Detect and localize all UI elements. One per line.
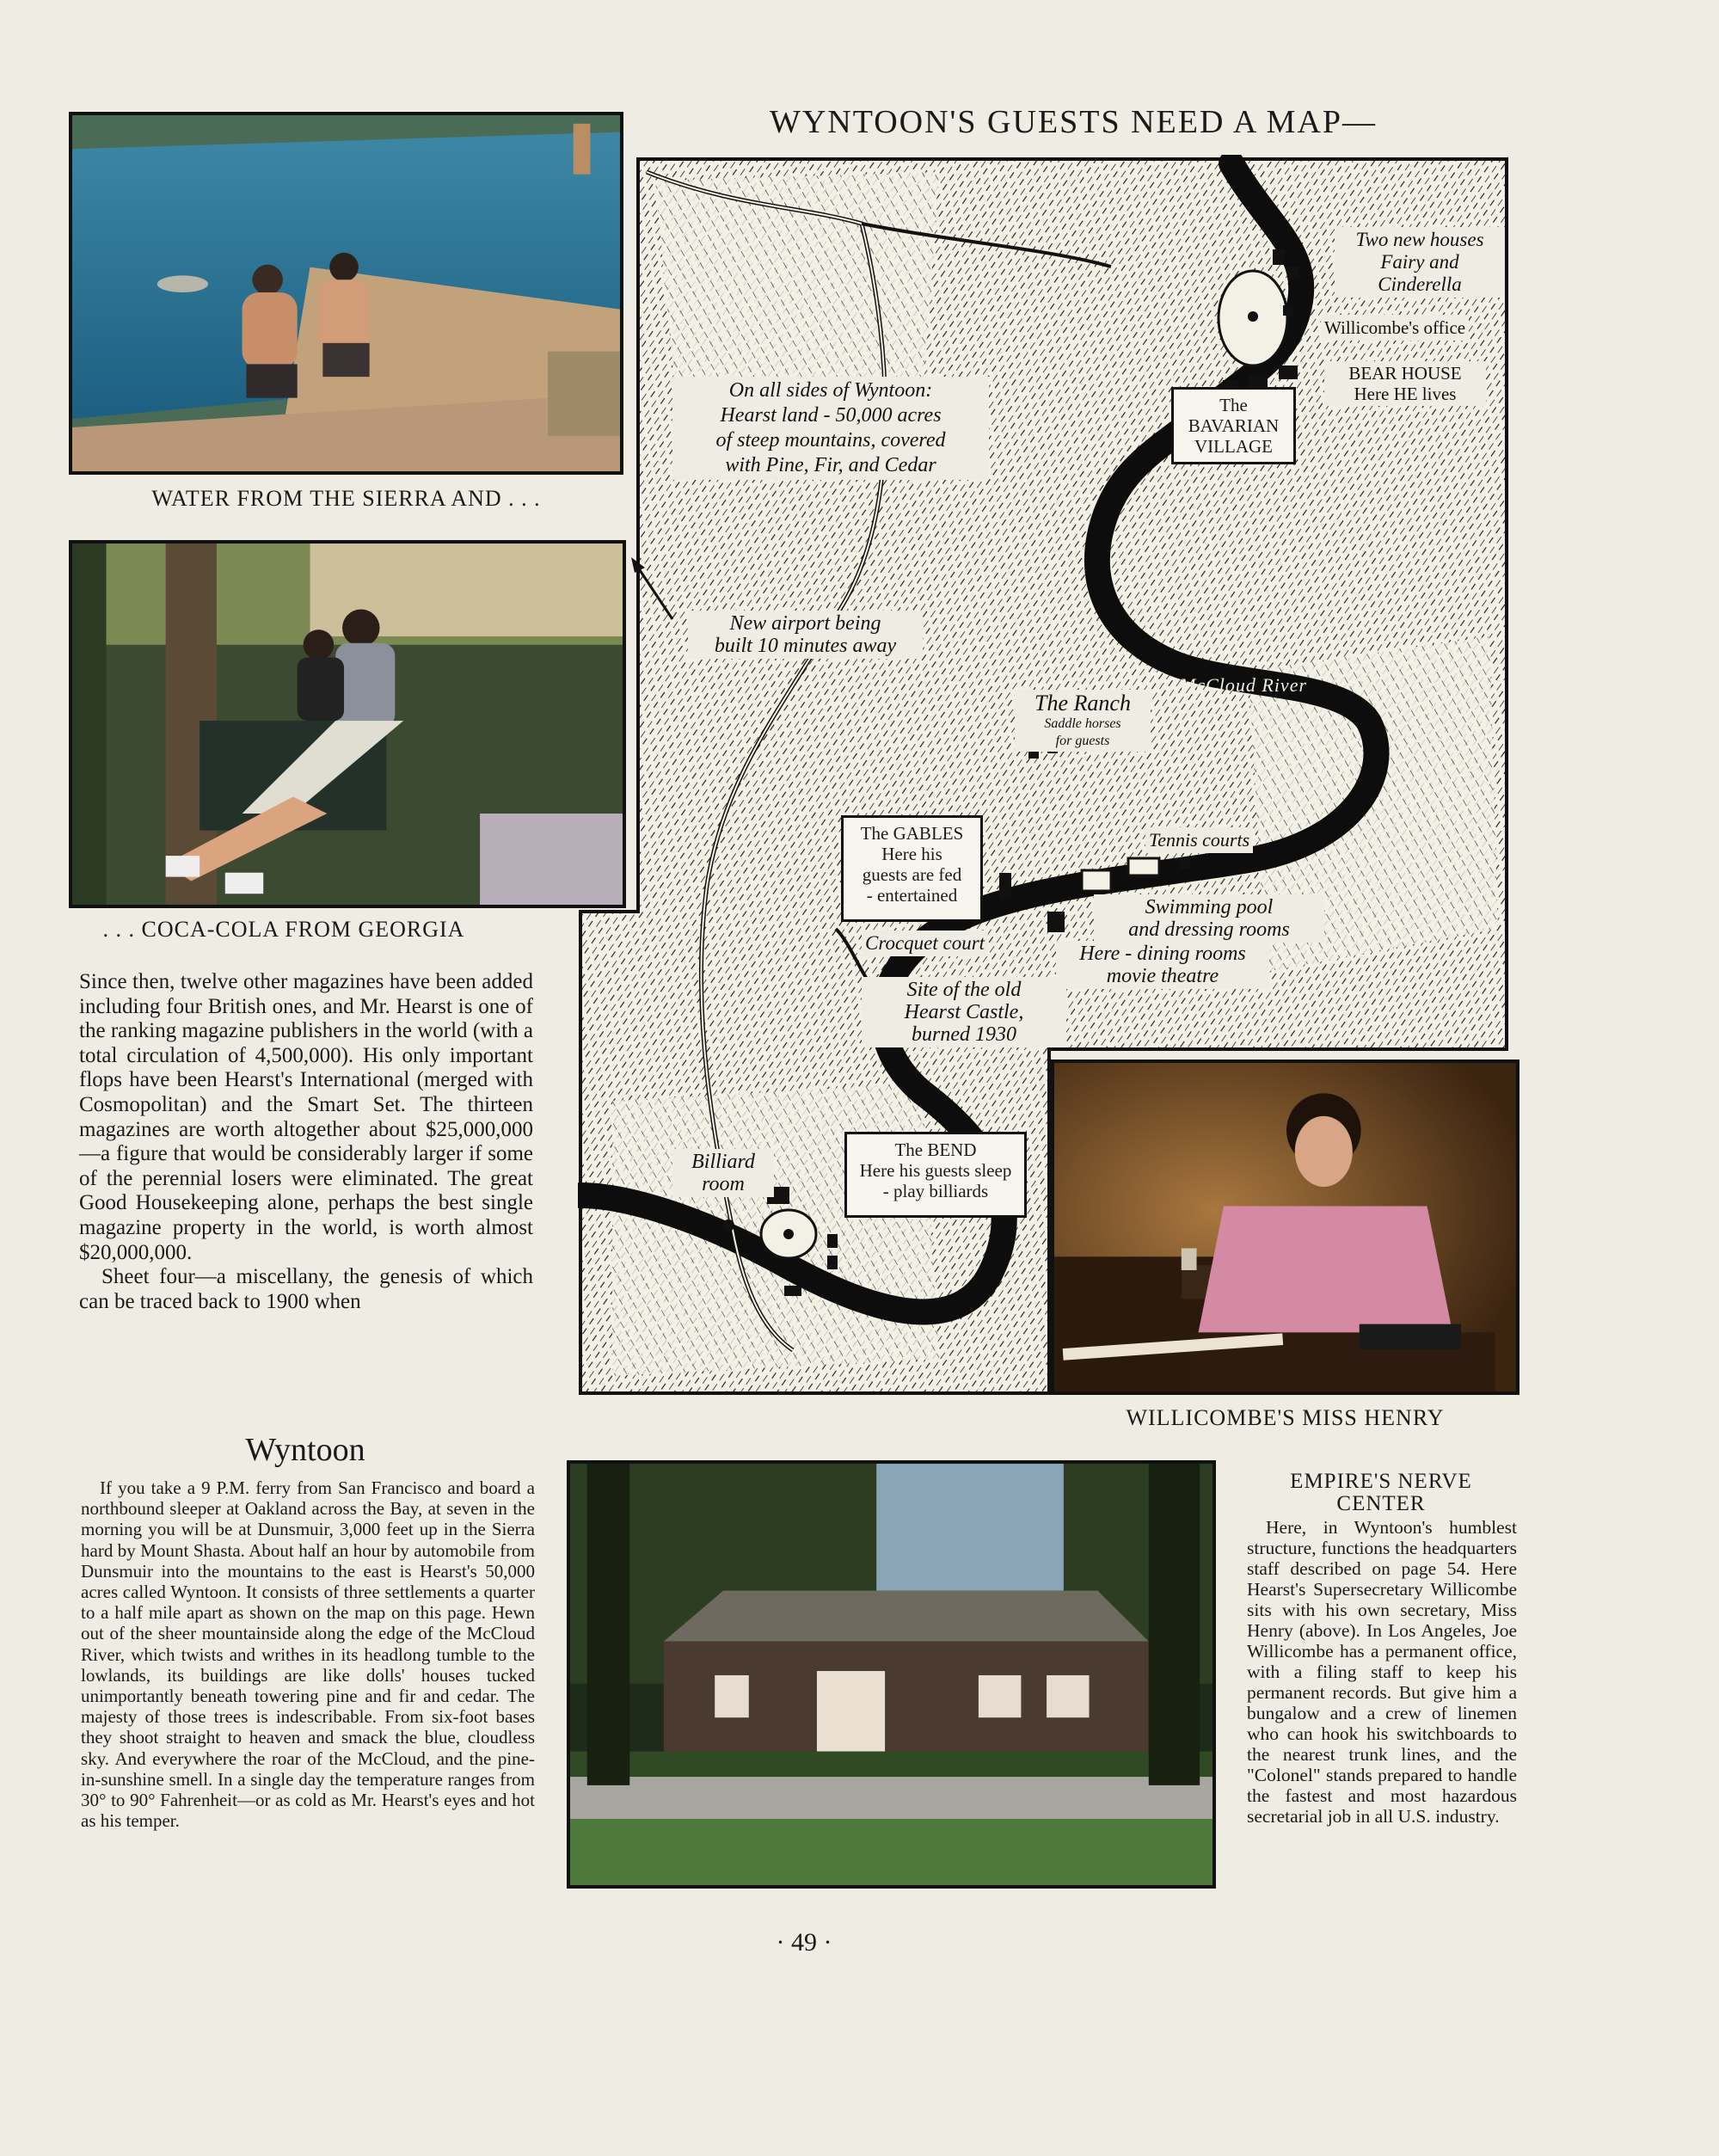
map-label-willicombes-office: Willicombe's office [1321,315,1469,341]
map-label-ranch-line1: The Ranch [1034,691,1131,716]
map-label-castle-line3: burned 1930 [912,1023,1016,1046]
map-label-tennis: Tennis courts [1145,827,1253,853]
map-label-castle-line2: Hearst Castle, [904,1001,1024,1023]
map-label-river: McCloud River [1180,674,1308,696]
map-box-bavarian-line1: The [1219,395,1248,415]
map-label-airport [688,611,923,659]
map-label-dining-line2: movie theatre [1106,965,1219,987]
map-box-bavarian-village [1171,387,1296,464]
wyntoon-text: If you take a 9 P.M. ferry from San Francisco and board a northbound sleeper at Oakland across the Bay, at seven in the morning you will be at Dunsmuir, 3,000 feet up in the Sierra hard by Mount Shasta. About half an hour by automobile from Dunsmuir into the mountains to the east is Hearst's 50,000 acres called Wyntoon. It consists of three settlements a quarter to a half mile apart as shown on the map on this page. Hewn out of the sheer mountainside along the edge of the McCloud River, which twists and writhes in its headlong tumble to the lowlands, its buildings are like dolls' houses tucked unimportantly beneath towering pine and fir and cedar. The majesty of those trees is indescribable. From six-foot bases they shoot straight to heaven and smack the blue, cloudless sky. And everywhere the roar of the McCloud, and the pine-in-sunshine smell. In a single day the temperature ranges from 30° to 90° Fahrenheit—or as cold as Mr. Hearst's eyes and hot as his temper. [81,1477,535,1832]
map-label-two-houses [1335,227,1505,298]
wyntoon-heading: Wyntoon [245,1432,365,1468]
column-paragraph-1: Since then, twelve other magazines have been added including four British ones, and Mr. Hearst is one of the ranking magazine publishers in the world (with a total circulation of 4,500,000). His only important flops have been Hearst's International (merged with Cosmopolitan) and the Smart Set. The thirteen magazines are worth altogether about $25,000,000—a figure that would be considerably larger if some of the perennial losers were eliminated. The great Good Housekeeping alone, perhaps the best single magazine property in the world, is worth almost $20,000,000. [79,970,533,1264]
map-box-gables-line3: guests are fed [862,864,962,885]
map-label-bear-house-line2: Here HE lives [1354,384,1457,404]
map-label-ranch-line2: Saddle horses [1044,716,1121,731]
map-label-ranch-line3: for guests [1055,734,1110,748]
map-label-dining-line1: Here - dining rooms [1079,943,1246,965]
map-box-gables-line1: The GABLES [860,823,964,844]
pool-caption: WATER FROM THE SIERRA AND . . . [151,486,541,511]
map-label-ranch [1015,690,1151,752]
map-box-gables-line4: - entertained [866,885,958,906]
map-label-dining [1056,941,1269,989]
map-label-billiard-line1: Billiard [691,1151,755,1173]
column-paragraph-2: Sheet four—a miscellany, the genesis of which can be traced back to 1900 when [79,1265,533,1313]
map-label-airport-line1: New airport being [729,612,881,635]
map-label-all-sides-line2: Hearst land - 50,000 acres [720,404,942,427]
miss-henry-photo [1051,1060,1519,1395]
map-label-airport-line2: built 10 minutes away [714,635,897,657]
map-label-billiard-line2: room [702,1173,745,1195]
coca-photo [69,540,626,908]
map-label-bear-house-line1: BEAR HOUSE [1348,363,1462,384]
map-label-all-sides-line3: of steep mountains, covered [715,429,946,451]
map-label-billiard [672,1149,774,1197]
map-box-gables [841,815,983,922]
nerve-heading-line1: EMPIRE'S NERVE [1290,1470,1472,1493]
map-label-pool-line1: Swimming pool [1145,896,1274,918]
map-box-bend-line3: - play billiards [882,1181,989,1201]
map-title: WYNTOON'S GUESTS NEED A MAP— [769,104,1378,140]
bungalow-photo [567,1460,1216,1889]
map-label-all-sides-line1: On all sides of Wyntoon: [728,379,933,402]
map-label-castle-line1: Site of the old [906,979,1022,1001]
map-box-bavarian-line2: BAVARIAN [1188,415,1280,436]
nerve-heading [1243,1471,1519,1515]
map-label-two-houses-line3: Cinderella [1378,273,1462,295]
map-label-pool-line2: and dressing rooms [1128,918,1290,941]
map-box-bend-line1: The BEND [894,1139,977,1160]
nerve-text: Here, in Wyntoon's humblest structure, functions the headquarters staff described on page 54. Here Hearst's Supersecretary Willicombe sits with his own secretary, Miss Henry (above). In Los Angeles, Joe Willicombe has a permanent office, with a filing staff to keep his permanent records. But give him a bungalow and a crew of linemen who can hook his switchboards to the nearest trunk lines, and the "Colonel" stands prepared to handle the fastest and most hazardous secretarial job in all U.S. industry. [1247,1517,1517,1827]
map-label-castle [862,977,1066,1047]
map-label-croquet: Crocquet court [862,931,988,956]
nerve-heading-line2: CENTER [1336,1492,1426,1515]
map-box-bend-line2: Here his guests sleep [859,1160,1012,1181]
map-label-two-houses-line2: Fairy and [1380,251,1459,273]
page-number: · 49 · [776,1928,832,1956]
body-column [79,970,533,1314]
map-box-bend [844,1132,1027,1218]
map-box-bavarian-line3: VILLAGE [1194,436,1273,457]
pool-photo [69,112,623,475]
map-label-all-sides [672,377,989,480]
coca-caption: . . . COCA-COLA FROM GEORGIA [102,917,465,942]
map-label-two-houses-line1: Two new houses [1355,229,1484,250]
map-label-all-sides-line4: with Pine, Fir, and Cedar [725,454,936,476]
miss-henry-caption: WILLICOMBE'S MISS HENRY [1126,1405,1445,1430]
map-label-bear-house [1324,361,1486,406]
map-label-pool [1094,894,1324,943]
map-box-gables-line2: Here his [881,844,942,864]
